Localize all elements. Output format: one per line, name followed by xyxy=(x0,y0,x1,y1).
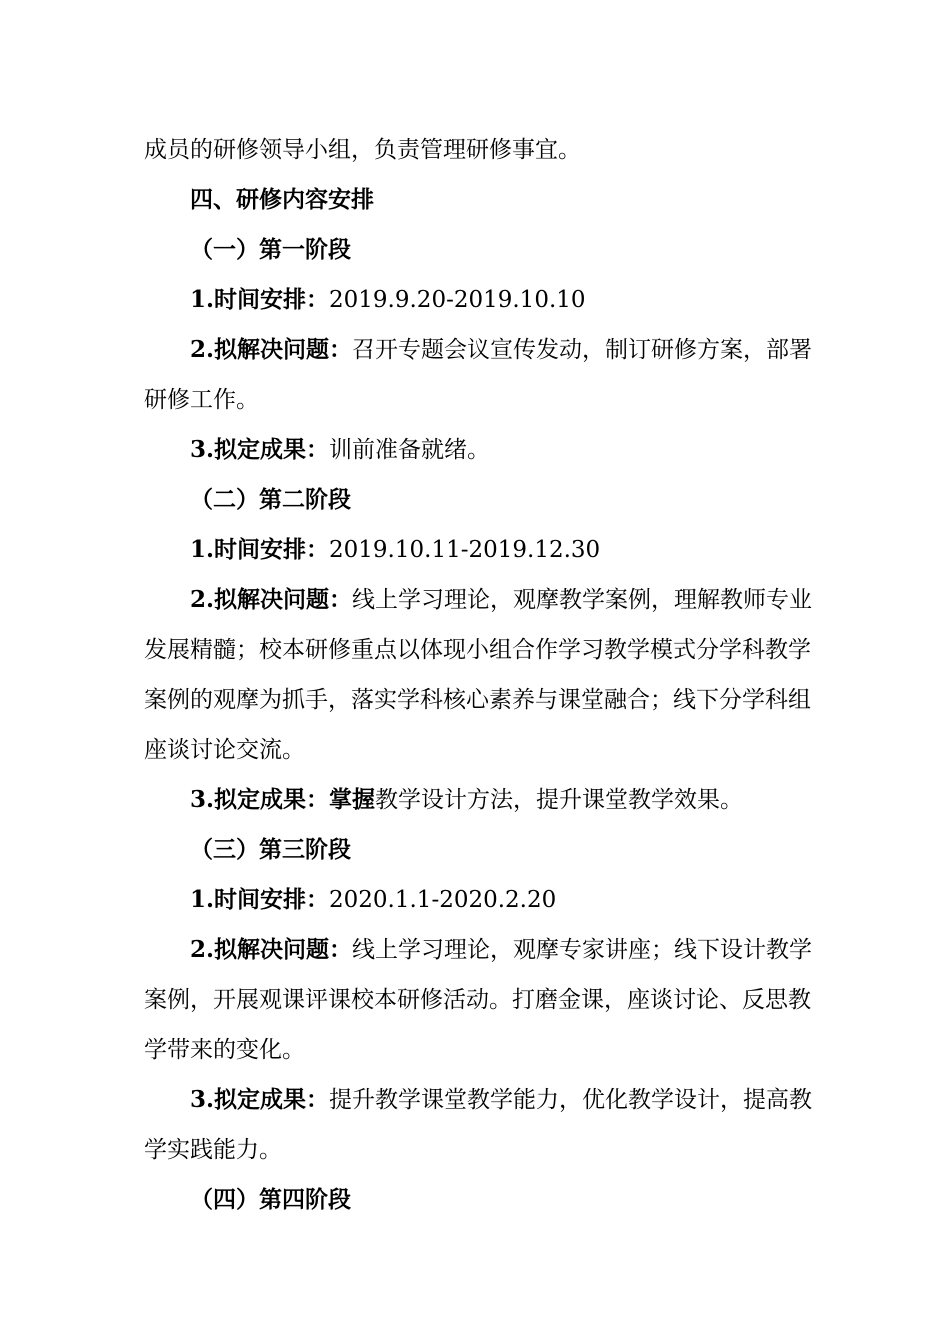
paragraph-line xyxy=(0,134,950,166)
time-line xyxy=(0,884,950,916)
time-label: 1.时间安排： xyxy=(190,886,330,913)
section-heading: 四、研修内容安排 xyxy=(190,186,374,213)
problem-line: 案例的观摩为抓手，落实学科核心素养与课堂融合；线下分学科组 xyxy=(144,687,811,713)
result-line: 学实践能力。 xyxy=(144,1137,282,1163)
problem-line: 座谈讨论交流。 xyxy=(144,737,305,763)
problem-line: 发展精髓；校本研修重点以体现小组合作学习教学模式分学科教学 xyxy=(144,637,811,663)
result-line: 3.拟定成果：掌握教学设计方法，提升课堂教学效果。 xyxy=(190,786,744,813)
result-line: 3.拟定成果：提升教学课堂教学能力，优化教学设计，提高教 xyxy=(190,1086,813,1113)
problem-line: 2.拟解决问题：线上学习理论，观摩教学案例，理解教师专业 xyxy=(190,586,813,613)
stage-heading: （三）第三阶段 xyxy=(190,836,351,863)
problem-line: 2.拟解决问题：线上学习理论，观摩专家讲座；线下设计教学 xyxy=(190,936,813,963)
stage-heading: （四）第四阶段 xyxy=(190,1186,351,1213)
problem-line: 案例，开展观课评课校本研修活动。打磨金课，座谈讨论、反思教 xyxy=(144,987,811,1013)
intro-text: 成员的研修领导小组，负责管理研修事宜。 xyxy=(144,137,581,163)
time-value: 2019.10.11-2019.12.30 xyxy=(329,537,601,563)
problem-label: 2.拟解决问题： xyxy=(190,586,353,613)
time-value: 2019.9.20-2019.10.10 xyxy=(329,287,586,313)
time-label: 1.时间安排： xyxy=(190,286,330,313)
time-label: 1.时间安排： xyxy=(190,536,330,563)
problem-line: 研修工作。 xyxy=(144,387,259,413)
time-line xyxy=(0,534,950,566)
result-line: 3.拟定成果：训前准备就绪。 xyxy=(190,436,491,463)
stage-heading: （二）第二阶段 xyxy=(190,486,351,513)
result-label: 3.拟定成果： xyxy=(190,1086,330,1113)
problem-line: 2.拟解决问题：召开专题会议宣传发动，制订研修方案，部署 xyxy=(190,336,813,363)
problem-label: 2.拟解决问题： xyxy=(190,936,353,963)
result-label: 3.拟定成果：掌握 xyxy=(190,786,376,813)
problem-label: 2.拟解决问题： xyxy=(190,336,353,363)
time-value: 2020.1.1-2020.2.20 xyxy=(329,887,557,913)
result-label: 3.拟定成果： xyxy=(190,436,330,463)
problem-line: 学带来的变化。 xyxy=(144,1037,305,1063)
time-line xyxy=(0,284,950,316)
stage-heading: （一）第一阶段 xyxy=(190,236,351,263)
